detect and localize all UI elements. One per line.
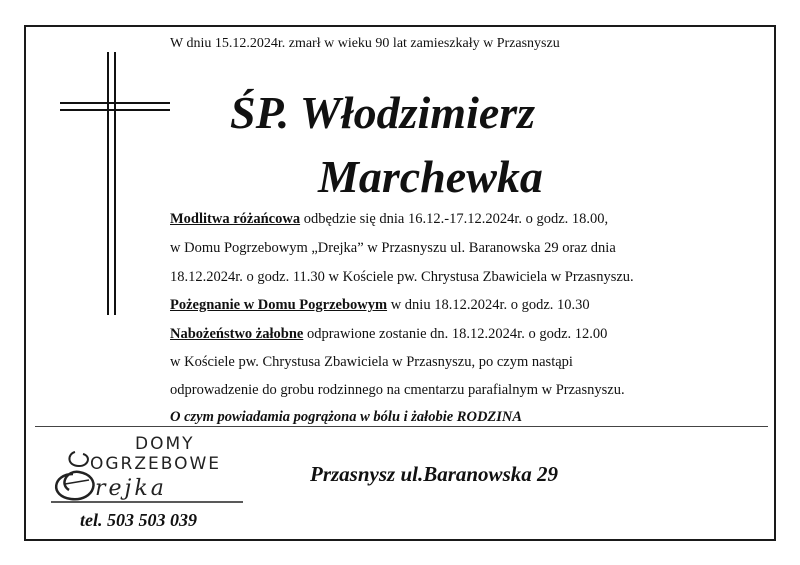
logo-pogrzebowe: OGRZEBOWE	[90, 454, 222, 474]
closing-text: O czym powiadamia pogrążona w bólu i żałobie RODZINA	[170, 409, 523, 425]
funeral-home-address: Przasnysz ul.Baranowska 29	[310, 462, 558, 486]
rosary-text-1: odbędzie się dnia 16.12.-17.12.2024r. o godz. 18.00,	[300, 211, 609, 227]
mass-line-3: odprowadzenie do grobu rodzinnego na cmentarzu parafialnym w Przasnyszu.	[170, 382, 625, 398]
mass-line-1	[170, 326, 607, 343]
farewell-label: Pożegnanie w Domu Pogrzebowym	[170, 297, 388, 313]
logo-drejka: rejka	[95, 476, 167, 501]
rosary-line-1	[170, 211, 608, 228]
cross-icon	[58, 0, 178, 320]
mass-text-1: odprawione zostanie dn. 18.12.2024r. o godz. 12.00	[303, 326, 608, 342]
deceased-name-line2: Marchewka	[318, 151, 543, 202]
deceased-name-line1: ŚP. Włodzimierz	[230, 87, 536, 138]
rosary-label: Modlitwa różańcowa	[170, 211, 301, 227]
rosary-line-2: w Domu Pogrzebowym „Drejka” w Przasnyszu ul. Baranowska 29 oraz dnia	[170, 240, 616, 256]
mass-line-2: w Kościele pw. Chrystusa Zbawiciela w Przasnyszu, po czym nastąpi	[170, 354, 573, 370]
farewell-text: w dniu 18.12.2024r. o godz. 10.30	[387, 297, 590, 313]
phone-number: tel. 503 503 039	[80, 510, 197, 530]
rosary-line-3: 18.12.2024r. o godz. 11.30 w Kościele pw. Chrystusa Zbawiciela w Przasnyszu.	[170, 269, 634, 285]
footer-divider	[35, 426, 768, 427]
intro-text: W dniu 15.12.2024r. zmarł w wieku 90 lat zamieszkały w Przasnyszu	[170, 36, 560, 51]
farewell-line	[170, 297, 590, 314]
logo-domy: DOMY	[135, 434, 195, 454]
mass-label: Nabożeństwo żałobne	[170, 326, 304, 342]
